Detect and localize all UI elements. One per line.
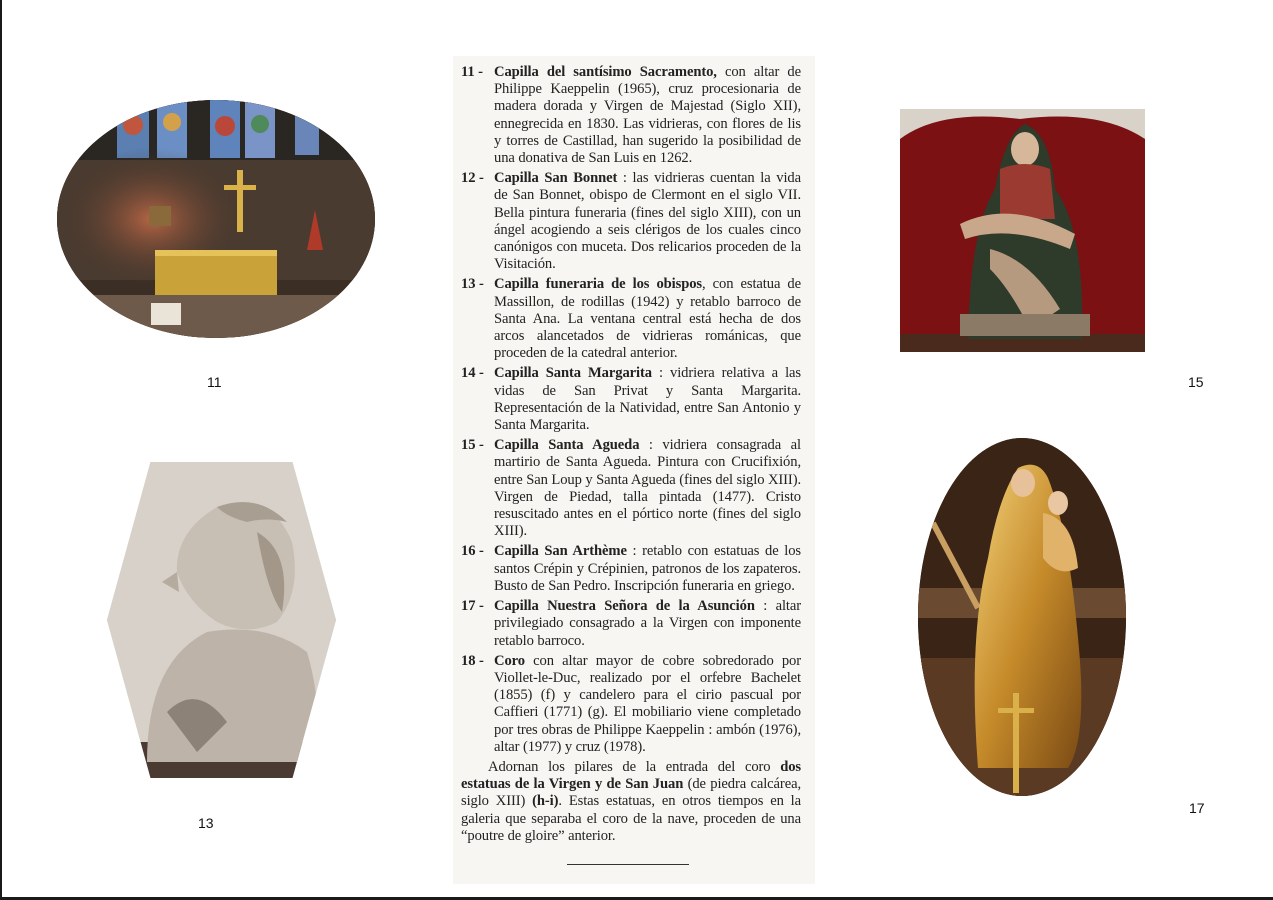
entry-title: Capilla San Arthème	[494, 543, 627, 560]
entry-18	[461, 653, 801, 756]
entry-14	[461, 365, 801, 434]
entry-title: Capilla Santa Margarita	[494, 365, 652, 382]
closing-lead: Adornan los pilares de la entrada del coro	[488, 758, 781, 775]
entry-text: : vidriera consagrada al martirio de Santa Agueda. Pintura con Crucifixión, entre San Loup y Santa Agueda (fines del siglo XIII). Virgen de Piedad, talla pintada (1477). Cristo resuscitado antes en el pórtico norte (fines del siglo XIII).	[494, 437, 801, 540]
photo-number-17: 17	[1189, 800, 1205, 816]
photo-number-11: 11	[207, 374, 222, 390]
entry-number: 12 -	[461, 170, 484, 187]
entry-text: : altar privilegiado consagrado a la Virgen con imponente retablo barroco.	[494, 598, 801, 649]
chapels-description-column	[453, 56, 815, 884]
entry-11	[461, 64, 801, 167]
photo-number-15: 15	[1188, 374, 1204, 390]
gilded-virgin-statue-photo	[918, 438, 1126, 796]
closing-tail: . Estas estatuas, en otros tiempos en la galeria que separaba el coro de la nave, proceden de una “poutre de gloire” anterior.	[461, 793, 801, 844]
entry-title: Capilla del santísimo Sacramento,	[494, 64, 717, 80]
end-divider-line	[567, 864, 689, 865]
entry-title: Capilla Santa Agueda	[494, 437, 640, 454]
closing-paragraph	[461, 759, 801, 845]
entry-text: con altar de Philippe Kaeppelin (1965), cruz procesionaria de madera dorada y Virgen de Majestad (Siglo XII), ennegrecida en 1830. Las vidrieras, con flores de lis y torres de Castillad, han sugerido la posibilidad de una donativa de San Luis en 1262.	[494, 64, 802, 167]
pieta-statue-photo	[900, 109, 1145, 352]
entry-15	[461, 437, 801, 540]
closing-mid: (de piedra calcárea, siglo XIII)	[461, 776, 801, 810]
entry-13	[461, 276, 801, 362]
entry-number: 18 -	[461, 652, 484, 669]
entry-title: Coro	[494, 652, 525, 669]
entry-title: Capilla San Bonnet	[494, 170, 618, 187]
chapel-entries-list	[461, 64, 801, 845]
entry-number: 15 -	[461, 437, 484, 454]
entry-text: : las vidrieras cuentan la vida de San Bonnet, obispo de Clermont en el siglo VII. Bella pintura funeraria (fines del siglo XIII), con un ángel acogiendo a seis clérigos de los cuales cinco canónigos con muceta. Dos relicarios proceden de la Visitación.	[494, 170, 801, 273]
entry-number: 17 -	[461, 598, 484, 615]
entry-number: 14 -	[461, 365, 484, 382]
photo-number-13: 13	[198, 815, 214, 831]
page-border-left	[0, 0, 2, 900]
entry-text: : vidriera relativa a las vidas de San Privat y Santa Margarita. Representación de la Natividad, entre San Antonio y Santa Margarita.	[494, 365, 801, 434]
entry-12	[461, 170, 801, 273]
closing-ref: (h-i)	[532, 793, 559, 810]
entry-number: 13 -	[461, 276, 484, 293]
closing-bold: dos estatuas de la Virgen y de San Juan	[461, 758, 801, 793]
entry-16	[461, 543, 801, 595]
entry-title: Capilla Nuestra Señora de la Asunción	[494, 598, 755, 615]
marble-relief-bust-photo	[107, 462, 336, 778]
chapel-sacrament-photo	[57, 100, 375, 338]
entry-text: : retablo con estatuas de los santos Crépin y Crépinien, patronos de los zapateros. Busto de San Pedro. Inscripción funeraria en griego.	[494, 543, 801, 594]
entry-text: con altar mayor de cobre sobredorado por Viollet-le-Duc, realizado por el orfebre Bachelet (1855) (f) y candelero para el cirio pascual por Caffieri (1771) (g). El mobiliario viene completado por tres obras de Philippe Kaeppelin : ambón (1976), altar (1977) y cruz (1978).	[494, 652, 801, 755]
entry-number: 16 -	[461, 543, 484, 560]
entry-number: 11 -	[461, 64, 483, 80]
entry-17	[461, 598, 801, 650]
entry-title: Capilla funeraria de los obispos	[494, 276, 703, 293]
entry-text: , con estatua de Massillon, de rodillas (1942) y retablo barroco de Santa Ana. La ventana central está hecha de dos arcos alancetados de vidrieras románicas, que proceden de la catedral anterior.	[494, 276, 801, 362]
